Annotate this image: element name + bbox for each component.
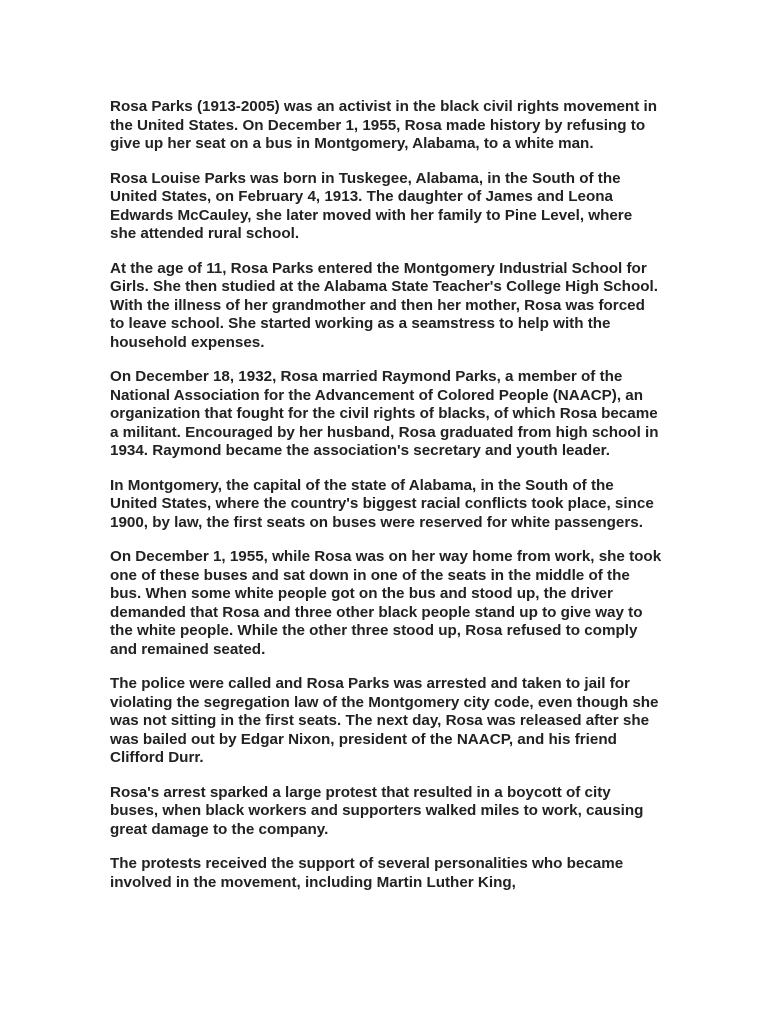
- paragraph-bus-incident: On December 1, 1955, while Rosa was on her way home from work, she took one of these buses and sat down in one of the seats in the middle of the bus. When some white people got on the bus and stood up, the driver demanded that Rosa and three other black people stand up to give way to the white people. While the other three stood up, Rosa refused to comply and remained seated.: [110, 548, 662, 658]
- paragraph-montgomery: In Montgomery, the capital of the state of Alabama, in the South of the United States, where the country's biggest racial conflicts took place, since 1900, by law, the first seats on buses were reserved for white passengers.: [110, 476, 654, 531]
- paragraph-marriage: On December 18, 1932, Rosa married Raymond Parks, a member of the National Association for the Advancement of Colored People (NAACP), an organization that fought for the civil rights of blacks, of which Rosa became a militant. Encouraged by her husband, Rosa graduated from high school in 1934. Raymond became the association's secretary and youth leader.: [110, 368, 659, 459]
- paragraph-intro: Rosa Parks (1913-2005) was an activist in the black civil rights movement in the United States. On December 1, 1955, Rosa made history by refusing to give up her seat on a bus in Montgomery, Alabama, to a white man.: [110, 98, 657, 152]
- paragraph-birth: Rosa Louise Parks was born in Tuskegee, Alabama, in the South of the United States, on February 4, 1913. The daughter of James and Leona Edwards McCauley, she later moved with her family to Pine Level, where she attended rural school.: [110, 169, 633, 242]
- document-body: [110, 98, 662, 908]
- paragraph-education: At the age of 11, Rosa Parks entered the Montgomery Industrial School for Girls. She then studied at the Alabama State Teacher's College High School. With the illness of her grandmother and then her mother, Rosa was forced to leave school. She started working as a seamstress to help with the household expenses.: [110, 259, 658, 351]
- paragraph-boycott: Rosa's arrest sparked a large protest that resulted in a boycott of city buses, when black workers and supporters walked miles to work, causing great damage to the company.: [110, 783, 644, 838]
- paragraph-arrest: The police were called and Rosa Parks was arrested and taken to jail for violating the segregation law of the Montgomery city code, even though she was not sitting in the first seats. The next day, Rosa was released after she was bailed out by Edgar Nixon, president of the NAACP, and his friend Clifford Durr.: [110, 675, 659, 766]
- paragraph-protests: The protests received the support of several personalities who became involved in the movement, including Martin Luther King,: [110, 855, 624, 891]
